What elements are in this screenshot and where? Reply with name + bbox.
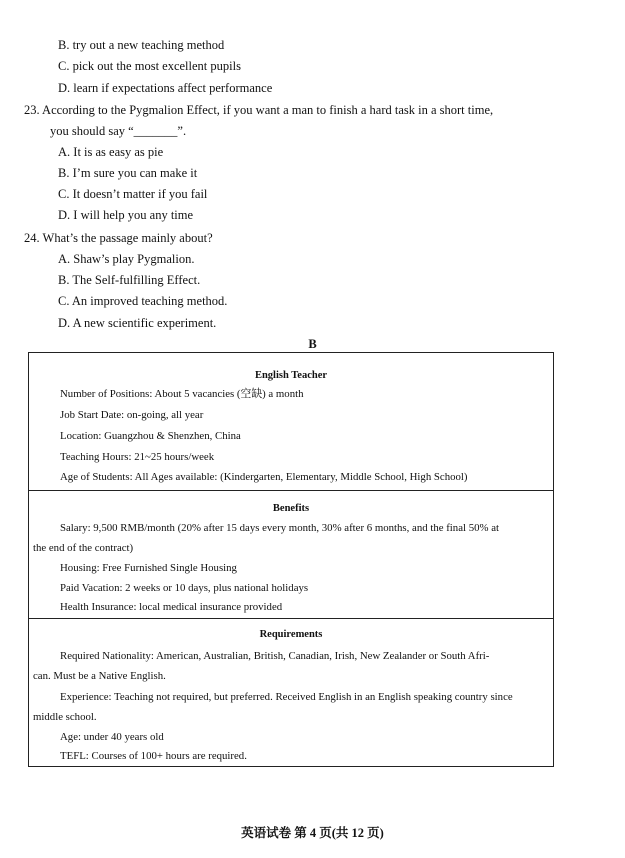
- experience-line: Experience: Teaching not required, but preferred. Received English in an English speaking country since: [60, 691, 513, 703]
- job-line: Age of Students: All Ages available: (Kindergarten, Elementary, Middle School, High School): [60, 471, 468, 483]
- page-footer: 英语试卷 第 4 页(共 12 页): [241, 826, 384, 840]
- q24-stem: 24. What’s the passage mainly about?: [24, 231, 213, 245]
- q24-option-a: A. Shaw’s play Pygmalion.: [58, 252, 195, 266]
- q24-option-c: C. An improved teaching method.: [58, 294, 228, 308]
- job-section: [29, 353, 553, 490]
- benefit-line: Health Insurance: local medical insurance provided: [60, 601, 283, 613]
- q22-option-d: D. learn if expectations affect performance: [58, 81, 273, 95]
- experience-line-cont: middle school.: [33, 711, 97, 723]
- section-label: B: [308, 337, 317, 351]
- q22-option-c: C. pick out the most excellent pupils: [58, 59, 241, 73]
- requirements-section: [29, 618, 553, 767]
- benefit-line: Housing: Free Furnished Single Housing: [60, 562, 237, 574]
- q22-option-b: B. try out a new teaching method: [58, 38, 225, 52]
- q24-option-b: B. The Self-fulfilling Effect.: [58, 273, 201, 287]
- job-ad-box: [28, 352, 554, 767]
- nationality-line-cont: can. Must be a Native English.: [33, 670, 166, 682]
- job-title: English Teacher: [254, 370, 328, 381]
- q23-option-c: C. It doesn’t matter if you fail: [58, 187, 208, 201]
- q23-stem: 23. According to the Pygmalion Effect, if you want a man to finish a hard task in a short time,: [24, 103, 494, 117]
- nationality-line: Required Nationality: American, Australian, British, Canadian, Irish, New Zealander or South Afri-: [60, 650, 490, 662]
- requirements-title: Requirements: [259, 629, 323, 640]
- benefits-section: [29, 490, 553, 619]
- job-line: Number of Positions: About 5 vacancies (空缺) a month: [60, 388, 304, 400]
- job-line: Job Start Date: on-going, all year: [60, 409, 204, 421]
- q23-stem-cont: you should say “_______”.: [50, 124, 187, 138]
- benefit-line: Paid Vacation: 2 weeks or 10 days, plus national holidays: [60, 582, 309, 594]
- tefl-line: TEFL: Courses of 100+ hours are required.: [60, 750, 247, 762]
- q24-option-d: D. A new scientific experiment.: [58, 316, 217, 330]
- benefits-title: Benefits: [272, 503, 310, 514]
- job-line: Location: Guangzhou & Shenzhen, China: [60, 430, 241, 442]
- job-line: Teaching Hours: 21~25 hours/week: [60, 451, 215, 463]
- age-line: Age: under 40 years old: [60, 731, 164, 743]
- q23-option-b: B. I’m sure you can make it: [58, 166, 198, 180]
- q23-option-a: A. It is as easy as pie: [58, 145, 164, 159]
- q23-option-d: D. I will help you any time: [58, 208, 194, 222]
- salary-line-cont: the end of the contract): [33, 542, 134, 554]
- salary-line: Salary: 9,500 RMB/month (20% after 15 days every month, 30% after 6 months, and the final 50% at: [60, 522, 499, 534]
